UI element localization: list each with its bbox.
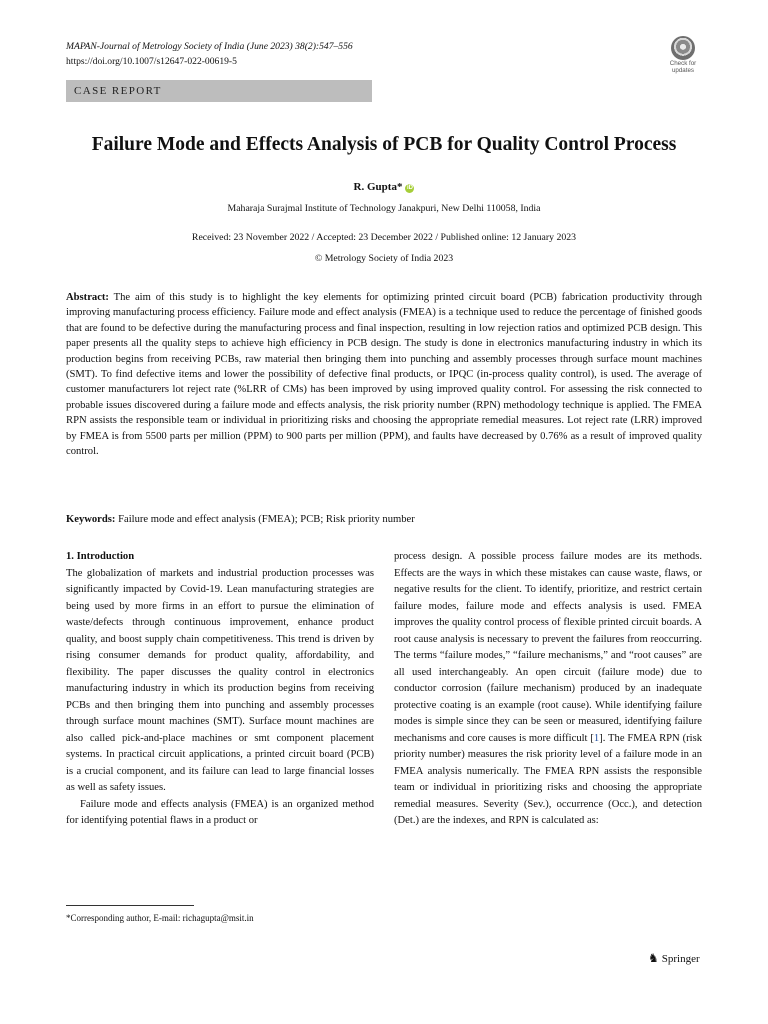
left-column [66,549,374,830]
keywords [66,514,702,525]
orcid-icon[interactable]: iD [406,185,413,191]
check-for-updates-label: Check for updates [669,60,697,74]
keywords-label: Keywords: [66,514,116,525]
intro-paragraph-3-part-b: ]. The FMEA RPN (risk priority number) measures the risk priority level of a failure mode in an FMEA analysis numerically. The FMEA RPN assists the responsible team or individual in prioritizing risks and choosing the appropriate remedial measures. Severity (Sev.), occurrence (Occ.), and detection (Det.) are the indexes, and RPN is calculated as: [394,732,702,826]
article-type-band: CASE REPORT [66,80,372,102]
abstract-label: Abstract: [66,292,109,303]
footnote-divider [66,905,194,906]
right-column [394,549,702,830]
paper-title: Failure Mode and Effects Analysis of PCB for Quality Control Process [91,134,677,155]
doi-link[interactable]: https://doi.org/10.1007/s12647-022-00619-5 [66,56,237,67]
abstract-text: The aim of this study is to highlight the key elements for optimizing printed circuit board (PCB) fabrication productivity through improving manufacturing process efficiency. Failure mode and effect analysis (FMEA) is a technique used to reduce the percentage of finished goods that are found to be defective during the manufacturing process and final inspection, resulting in low rejection ratios and optimized PCB design. This paper presents all the quality steps to achieve high efficiency in PCB design. The study is done in electronics manufacturing industry in which its production begins from receiving PCBs, raw material then bringing them into punching and assembly processes through surface mount machines (SMT). To find defective items and lower the possibility of defective final products, or IPQC (in-process quality control), is used. The average of customer manufacturers lot reject rate (%LRR of CMs) has been improved by using improved quality control. For assessing the risk connected to probable issues discovered during a failure mode and effects analysis, the risk priority number (RPN) methodology technique is applied. The FMEA RPN assists the responsible team or individual in prioritizing risks and choosing the appropriate remedial measures. Lot reject rate (LRR) improved by FMEA is from 5500 parts per million (PPM) to 900 parts per million (PPM), and faults have decreased by 0.76% as a result of improved quality control. [66,292,702,458]
publisher-logo [648,951,700,966]
intro-paragraph-2: Failure mode and effects analysis (FMEA) is an organized method for identifying potential flaws in a product or [66,798,374,826]
intro-paragraph-3-part-a: process design. A possible process failure modes are its methods. Effects are the ways in which these mistakes can cause waste, flaws, or negative results for the client. To identify, prioritize, and restrict certain failure modes, failure mode and effects analysis is used. FMEA improves the quality control process of flexible printed circuit boards. A root cause analysis is necessary to prevent the failures from reoccurring. The terms “failure modes,” “failure mechanisms,” and “root causes” are all used interchangeably. An open circuit (failure mode) due to conductor corrosion (failure mechanism) produced by an inadequate protective coating is an example (root cause). While identifying failure modes is simple since they can be seen or measured, identifying failure mechanisms and core causes is more difficult [ [394,551,702,744]
section-heading-introduction: 1. Introduction [66,551,135,562]
author-name: R. Gupta* [353,181,403,193]
check-for-updates-badge[interactable] [664,36,702,74]
springer-horse-icon: ♞ [648,951,659,965]
keywords-text: Failure mode and effect analysis (FMEA); PCB; Risk priority number [118,514,415,525]
intro-paragraph-3 [394,549,702,830]
citation-link[interactable]: 1 [593,732,600,744]
publisher-name: Springer [661,953,700,965]
corresponding-author-footnote: *Corresponding author, E-mail: richagupta@msit.in [66,913,254,923]
affiliation: Maharaja Surajmal Institute of Technology Janakpuri, New Delhi 110058, India [227,203,541,214]
publication-dates: Received: 23 November 2022 / Accepted: 23 December 2022 / Published online: 12 January 2023 [191,232,577,243]
copyright-notice: © Metrology Society of India 2023 [314,253,454,264]
journal-citation: MAPAN-Journal of Metrology Society of India (June 2023) 38(2):547–556 [66,41,353,52]
intro-paragraph-1: The globalization of markets and industrial production processes was significantly impacted by Covid-19. Lean manufacturing strategies are being used by more firms in an effort to pursue the elimination of waste/defects through continuous improvement, enhance product quality, and boost supply chain competitiveness. This trend is driven by rising consumer demands for product quality, affordability, and flexibility. The paper discusses the quality control in electronics manufacturing industry in which its production begins from receiving PCBs and then bringing them into punching and assembly processes through surface mount machines (SMT). Surface mount machines are also called pick-and-place machines or smt component placement systems. In practical circuit applications, a printed circuit board (PCB) is a crucial component, and its failure can lead to large financial losses as well as safety issues. [66,567,374,793]
abstract [66,290,702,459]
author-line [0,181,768,193]
check-for-updates-icon [671,36,695,60]
